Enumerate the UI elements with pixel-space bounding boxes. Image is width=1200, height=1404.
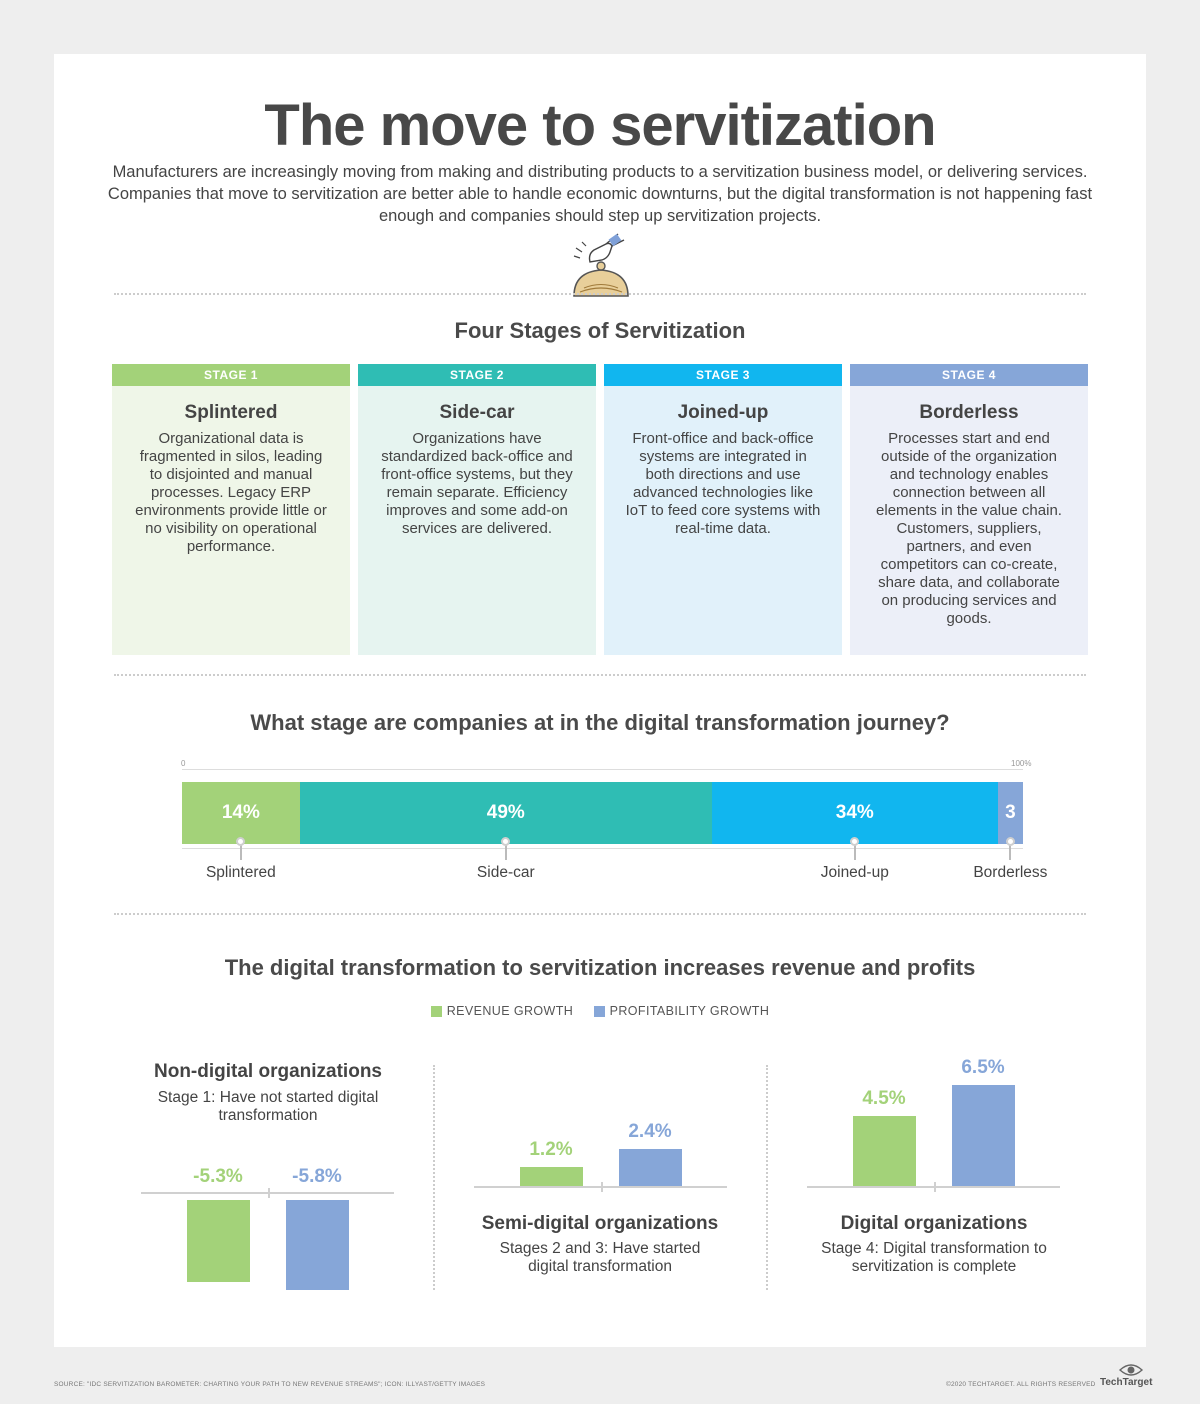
growth-chart-title: The digital transformation to servitization increases revenue and profits: [224, 955, 976, 980]
revenue-bar: [187, 1200, 250, 1282]
hand-on-bell-icon: [568, 232, 634, 298]
legend: [0, 1002, 1200, 1020]
group-separator: [433, 1065, 435, 1290]
journey-pin: [240, 844, 242, 860]
group-separator: [766, 1065, 768, 1290]
stage-2-card: [358, 386, 596, 655]
divider: [114, 674, 1086, 676]
axis-line-top: [182, 769, 1023, 770]
axis-tick-start: 0: [181, 759, 186, 768]
journey-bar-borderless: 3: [998, 782, 1023, 844]
group-sub-semi-digital: Stages 2 and 3: Have started digital transformation: [499, 1240, 701, 1275]
revenue-value-label: -5.3%: [193, 1166, 243, 1187]
stage-1-card: [112, 386, 350, 655]
stage-2-header: STAGE 2: [358, 364, 596, 386]
stage-3-header: STAGE 3: [604, 364, 842, 386]
revenue-value-label: 1.2%: [529, 1139, 573, 1161]
group-title-non-digital: Non-digital organizations: [154, 1061, 382, 1082]
journey-bar-joined-up: 34%: [712, 782, 998, 844]
stage-4-card: [850, 386, 1088, 655]
group-center-tick: [601, 1182, 603, 1192]
stage-description: Organizations have standardized back-office and front-office systems, but they remain separate. Efficiency improves and some add-on services are delivered.: [381, 430, 573, 537]
stage-4-header: STAGE 4: [850, 364, 1088, 386]
profitability-value-label: 2.4%: [628, 1120, 672, 1142]
stage-description: Processes start and end outside of the organization and technology enables connection between all elements in the value chain. Customers, suppliers, partners, and even competitors can co-create, share data, and collaborate on producing services and goods.: [876, 430, 1062, 627]
journey-label-borderless: Borderless: [973, 864, 1048, 881]
stage-name: Joined-up: [677, 402, 769, 423]
group-title-digital: Digital organizations: [840, 1213, 1028, 1234]
journey-pin: [1009, 844, 1011, 860]
group-center-tick: [268, 1188, 270, 1198]
group-center-tick: [934, 1182, 936, 1192]
axis-line-bottom: [182, 848, 1023, 849]
copyright-note: ©2020 TECHTARGET. ALL RIGHTS RESERVED: [946, 1381, 1096, 1388]
revenue-bar: [853, 1116, 916, 1186]
stage-1-header: STAGE 1: [112, 364, 350, 386]
journey-label-side-car: Side-car: [476, 864, 535, 881]
journey-bar-side-car: 49%: [300, 782, 712, 844]
profitability-value-label: -5.8%: [292, 1166, 342, 1187]
source-note: SOURCE: "IDC SERVITIZATION BAROMETER: CHARTING YOUR PATH TO NEW REVENUE STREAMS"; ICON: ILLYAST/GETTY IMAGES: [54, 1381, 486, 1388]
techtarget-eye-icon: [1118, 1362, 1144, 1378]
stage-name: Splintered: [184, 402, 278, 423]
profitability-bar: [286, 1200, 349, 1290]
legend-swatch: [431, 1006, 442, 1017]
group-sub-digital: Stage 4: Digital transformation to servitization is complete: [821, 1240, 1047, 1275]
profitability-bar: [952, 1085, 1015, 1186]
revenue-bar: [520, 1167, 583, 1186]
legend-item-revenue: REVENUE GROWTH: [431, 1004, 573, 1018]
revenue-value-label: 4.5%: [862, 1088, 906, 1110]
page-title: The move to servitization: [264, 93, 936, 158]
journey-label-joined-up: Joined-up: [820, 864, 889, 881]
stage-name: Borderless: [919, 402, 1019, 423]
techtarget-logo: TechTarget: [1100, 1377, 1153, 1388]
group-title-semi-digital: Semi-digital organizations: [481, 1213, 719, 1234]
journey-pin: [854, 844, 856, 860]
stage-description: Front-office and back-office systems are integrated in both directions and use advanced technologies like IoT to feed core systems with real-time data.: [625, 430, 821, 537]
profitability-bar: [619, 1149, 682, 1186]
journey-chart-title: What stage are companies at in the digital transformation journey?: [250, 710, 950, 735]
stage-name: Side-car: [439, 402, 515, 423]
journey-bar-splintered: 14%: [182, 782, 300, 844]
intro-text: Manufacturers are increasingly moving from making and distributing products to a servitization business model, or delivering services. Companies that move to servitization are better able to handle economic downturns, but the digital transformation is not happening fast enough and companies should step up servitization projects.: [107, 163, 1093, 225]
axis-tick-end: 100%: [1011, 759, 1032, 768]
legend-item-profitability: PROFITABILITY GROWTH: [594, 1004, 770, 1018]
stage-3-card: [604, 386, 842, 655]
journey-label-splintered: Splintered: [205, 864, 276, 881]
divider: [114, 293, 1086, 295]
profitability-value-label: 6.5%: [961, 1057, 1005, 1079]
legend-swatch: [594, 1006, 605, 1017]
group-sub-non-digital: Stage 1: Have not started digital transformation: [157, 1089, 379, 1124]
divider: [114, 913, 1086, 915]
stages-section-title: Four Stages of Servitization: [454, 318, 746, 343]
stage-description: Organizational data is fragmented in silos, leading to disjointed and manual processes. Legacy ERP environments provide little or no visibility on operational performance.: [135, 430, 327, 555]
journey-pin: [505, 844, 507, 860]
journey-pin-dot: [1006, 837, 1015, 846]
